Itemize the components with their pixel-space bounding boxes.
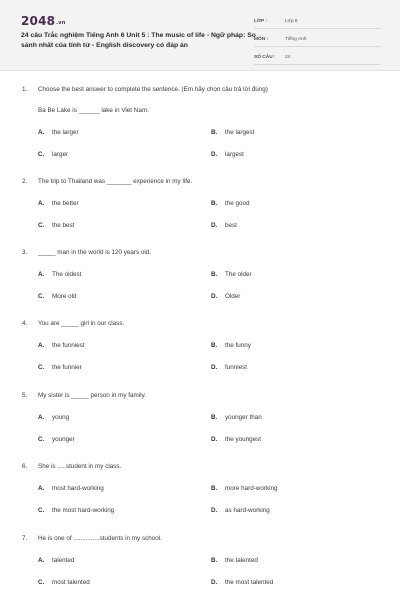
option-text: The oldest [52, 271, 82, 278]
option-text: funniest [225, 364, 248, 371]
meta-label: SỐ CÂU : [254, 55, 276, 60]
question-number: 6. [22, 463, 28, 470]
option-text: as hard-working [225, 507, 270, 514]
logo-suffix: .vn [56, 20, 66, 26]
option-d[interactable] [211, 436, 261, 443]
option-letter: C. [38, 364, 45, 371]
question-number: 3. [22, 249, 28, 256]
option-letter: D. [211, 293, 218, 300]
option-text: younger than [225, 414, 262, 421]
option-b[interactable] [211, 200, 250, 207]
question-text [22, 463, 382, 470]
question-sentence: Ba Be Lake is ______ lake in Viet Nam. [38, 107, 149, 114]
option-text: the talented [225, 557, 258, 564]
meta-value: Tiếng Anh [285, 37, 307, 42]
option-d[interactable] [211, 364, 247, 371]
option-c[interactable] [38, 579, 90, 586]
option-letter: B. [211, 557, 218, 564]
option-letter: C. [38, 151, 45, 158]
option-letter: C. [38, 436, 45, 443]
option-text: the best [52, 222, 75, 229]
option-b[interactable] [211, 129, 254, 136]
option-letter: A. [38, 271, 45, 278]
question-prompt: The trip to Thailand was _______ experience in my life. [38, 178, 193, 185]
option-letter: A. [38, 414, 45, 421]
logo-text: 2048 [21, 14, 56, 28]
option-c[interactable] [38, 293, 77, 300]
option-letter: C. [38, 222, 45, 229]
question-prompt: My sister is _____ person in my family. [38, 392, 147, 399]
question-text [22, 392, 382, 399]
option-text: the better [52, 200, 79, 207]
option-letter: C. [38, 507, 45, 514]
option-letter: C. [38, 293, 45, 300]
option-text: more hard-working [225, 485, 278, 492]
meta-value: 24 [285, 55, 291, 60]
question-text [22, 535, 382, 542]
option-text: the good [225, 200, 250, 207]
option-letter: B. [211, 342, 218, 349]
document-header [0, 0, 400, 71]
option-a[interactable] [38, 485, 104, 492]
meta-value: Lớp 6 [285, 19, 298, 24]
option-text: best [225, 222, 237, 229]
question-prompt: He is one of ...............students in my school. [38, 535, 162, 542]
option-c[interactable] [38, 151, 68, 158]
option-a[interactable] [38, 342, 85, 349]
option-text: most talented [52, 579, 90, 586]
option-letter: D. [211, 436, 218, 443]
question-text [22, 249, 382, 256]
question-number: 4. [22, 320, 28, 327]
option-text: the funny [225, 342, 251, 349]
option-text: younger [52, 436, 75, 443]
site-logo[interactable] [21, 14, 66, 28]
question-prompt: You are _____ girl in our class. [38, 320, 125, 327]
option-letter: A. [38, 342, 45, 349]
option-text: young [52, 414, 70, 421]
option-text: the largest [225, 129, 255, 136]
option-text: the most talented [225, 579, 274, 586]
option-letter: A. [38, 557, 45, 564]
option-text: largest [225, 151, 244, 158]
option-text: More old [52, 293, 77, 300]
meta-row-class [254, 15, 381, 29]
option-text: the youngest [225, 436, 262, 443]
question-number: 2. [22, 178, 28, 185]
question-prompt: She is .....student in my class. [38, 463, 122, 470]
option-a[interactable] [38, 200, 79, 207]
meta-row-subject [254, 33, 381, 47]
option-text: the funniest [52, 342, 85, 349]
option-d[interactable] [211, 579, 273, 586]
option-d[interactable] [211, 222, 237, 229]
option-letter: D. [211, 151, 218, 158]
option-a[interactable] [38, 557, 74, 564]
option-letter: A. [38, 200, 45, 207]
option-d[interactable] [211, 151, 244, 158]
option-letter: D. [211, 507, 218, 514]
option-letter: D. [211, 364, 218, 371]
option-b[interactable] [211, 557, 258, 564]
option-c[interactable] [38, 364, 82, 371]
option-letter: A. [38, 485, 45, 492]
question-text [22, 320, 382, 327]
option-letter: A. [38, 129, 45, 136]
question-number: 5. [22, 392, 28, 399]
question-prompt: Choose the best answer to complete the sentence. (Em hãy chọn câu trả lời đúng) [38, 86, 268, 93]
option-a[interactable] [38, 271, 81, 278]
document-title: 24 câu Trắc nghiệm Tiếng Anh 6 Unit 5 : The music of life - Ngữ pháp: So sánh nhất của tính từ - English discovery có đáp án [21, 32, 256, 49]
option-text: talented [52, 557, 75, 564]
meta-label: MÔN : [254, 37, 269, 42]
option-b[interactable] [211, 342, 251, 349]
option-b[interactable] [211, 485, 278, 492]
option-letter: D. [211, 222, 218, 229]
option-b[interactable] [211, 414, 262, 421]
meta-row-count [254, 51, 381, 65]
option-a[interactable] [38, 414, 69, 421]
question-text [22, 86, 382, 93]
question-number: 7. [22, 535, 28, 542]
meta-label: LỚP : [254, 19, 268, 24]
option-c[interactable] [38, 507, 114, 514]
option-d[interactable] [211, 507, 270, 514]
option-text: the most hard-working [52, 507, 115, 514]
option-c[interactable] [38, 436, 75, 443]
option-letter: B. [211, 129, 218, 136]
option-text: the funnier [52, 364, 82, 371]
option-letter: B. [211, 200, 218, 207]
option-letter: C. [38, 579, 45, 586]
document-meta [254, 15, 381, 69]
option-text: Older [225, 293, 241, 300]
question-text [22, 178, 382, 185]
option-letter: D. [211, 579, 218, 586]
option-letter: B. [211, 485, 218, 492]
option-letter: B. [211, 271, 218, 278]
option-b[interactable] [211, 271, 252, 278]
option-text: most hard-working [52, 485, 104, 492]
option-text: The older [225, 271, 252, 278]
option-d[interactable] [211, 293, 240, 300]
question-number: 1. [22, 86, 28, 93]
option-text: larger [52, 151, 69, 158]
option-c[interactable] [38, 222, 74, 229]
option-a[interactable] [38, 129, 79, 136]
question-prompt: _____ man in the world is 120 years old. [38, 249, 152, 256]
option-letter: B. [211, 414, 218, 421]
option-text: the larger [52, 129, 79, 136]
